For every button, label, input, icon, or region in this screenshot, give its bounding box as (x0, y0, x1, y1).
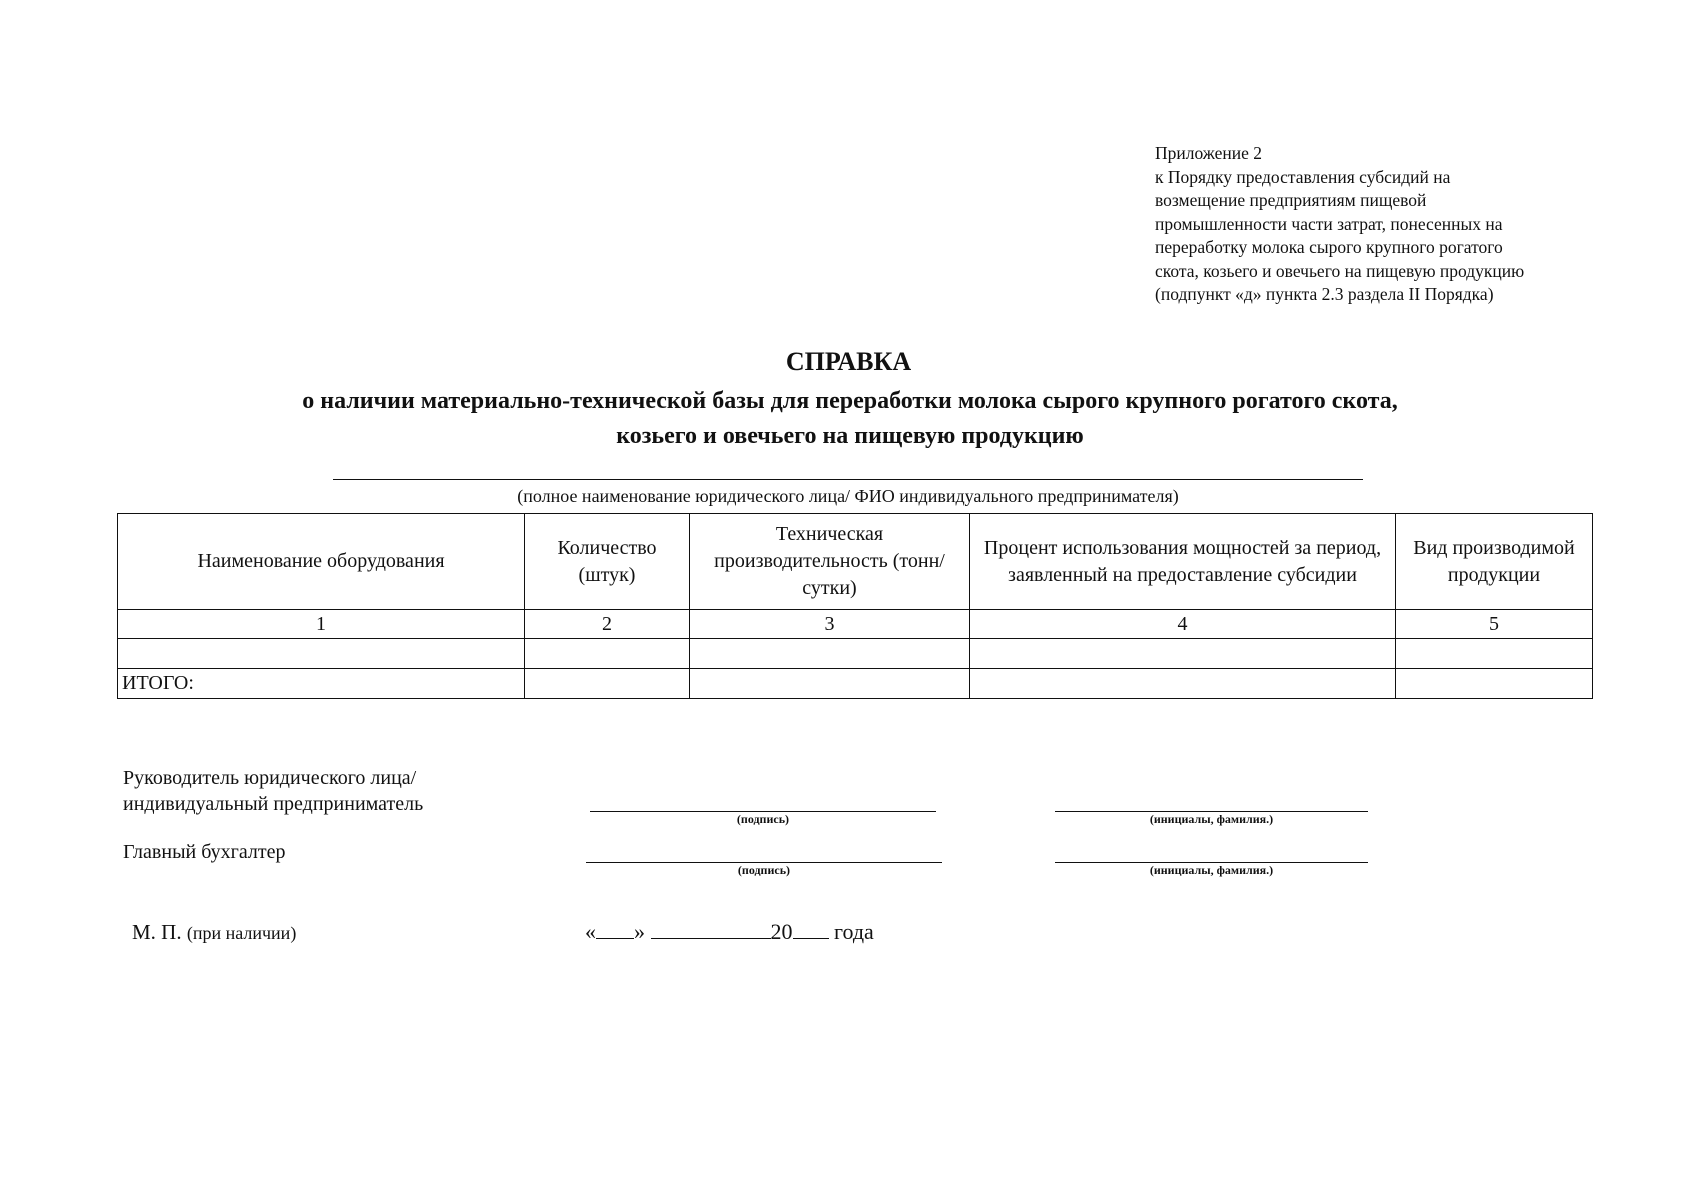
table-cell[interactable] (525, 639, 690, 669)
date-month-field[interactable] (651, 918, 771, 939)
document-title: СПРАВКА (785, 347, 912, 376)
date-open-quote: « (585, 919, 596, 944)
column-number-row (118, 610, 1593, 639)
appendix-line: Приложение 2 (1155, 143, 1263, 163)
equipment-table (117, 513, 1593, 699)
stamp-label: М. П. (132, 920, 182, 944)
head-signature-caption: (подпись) (736, 812, 790, 826)
table-cell[interactable] (970, 669, 1396, 699)
column-number: 2 (525, 610, 690, 639)
head-role-label (123, 765, 423, 817)
head-role-line-2: индивидуальный предприниматель (123, 793, 424, 815)
accountant-signature-caption: (подпись) (737, 863, 791, 877)
head-role-line-1: Руководитель юридического лица/ (123, 767, 417, 789)
appendix-line: (подпункт «д» пункта 2.3 раздела II Порядка) (1155, 284, 1494, 304)
appendix-line: переработку молока сырого крупного рогатого (1155, 237, 1503, 257)
total-row (118, 669, 1593, 699)
appendix-line: скота, козьего и овечьего на пищевую продукцию (1155, 260, 1525, 281)
column-number: 3 (690, 610, 970, 639)
table-cell[interactable] (970, 639, 1396, 669)
table-cell[interactable] (1396, 669, 1593, 699)
header-product-type: Вид производимой продукции (1396, 514, 1593, 610)
appendix-line: к Порядку предоставления субсидий на (1155, 166, 1451, 187)
entity-name-field[interactable] (333, 479, 1363, 480)
header-capacity: Техническая производительность (тонн/сутки) (690, 514, 970, 610)
date-century: 20 (770, 919, 793, 944)
table-cell[interactable] (690, 639, 970, 669)
stamp-place (132, 918, 296, 947)
column-number: 4 (970, 610, 1396, 639)
date-day-field[interactable] (596, 918, 634, 939)
table-row (118, 639, 1593, 669)
date-year-field[interactable] (793, 918, 829, 939)
accountant-name-caption: (инициалы, фамилия.) (1149, 863, 1274, 877)
total-label: ИТОГО: (118, 669, 525, 699)
head-name-caption: (инициалы, фамилия.) (1149, 812, 1274, 826)
table-header-row (118, 514, 1593, 610)
accountant-role-label: Главный бухгалтер (123, 841, 286, 863)
table-cell[interactable] (1396, 639, 1593, 669)
date-suffix: года (834, 919, 874, 944)
stamp-note: (при наличии) (186, 923, 297, 943)
date-close-quote: » (634, 919, 645, 944)
appendix-line: промышленности части затрат, понесенных на (1155, 213, 1503, 234)
appendix-note (1155, 142, 1615, 307)
document-subtitle (150, 384, 1550, 454)
column-number: 1 (118, 610, 525, 639)
column-number: 5 (1396, 610, 1593, 639)
date-field (585, 918, 874, 946)
subtitle-line-1: о наличии материально-технической базы для переработки молока сырого крупного рогатого скота, (302, 388, 1398, 414)
table-cell[interactable] (690, 669, 970, 699)
entity-name-caption: (полное наименование юридического лица/ ФИО индивидуального предпринимателя) (517, 486, 1179, 506)
header-utilization-percent: Процент использования мощностей за период, заявленный на предоставление субсидии (970, 514, 1396, 610)
subtitle-line-2: козьего и овечьего на пищевую продукцию (616, 423, 1084, 449)
table-cell[interactable] (525, 669, 690, 699)
table-cell[interactable] (118, 639, 525, 669)
header-equipment-name: Наименование оборудования (118, 514, 525, 610)
header-quantity: Количество (штук) (525, 514, 690, 610)
appendix-line: возмещение предприятиям пищевой (1155, 190, 1427, 210)
